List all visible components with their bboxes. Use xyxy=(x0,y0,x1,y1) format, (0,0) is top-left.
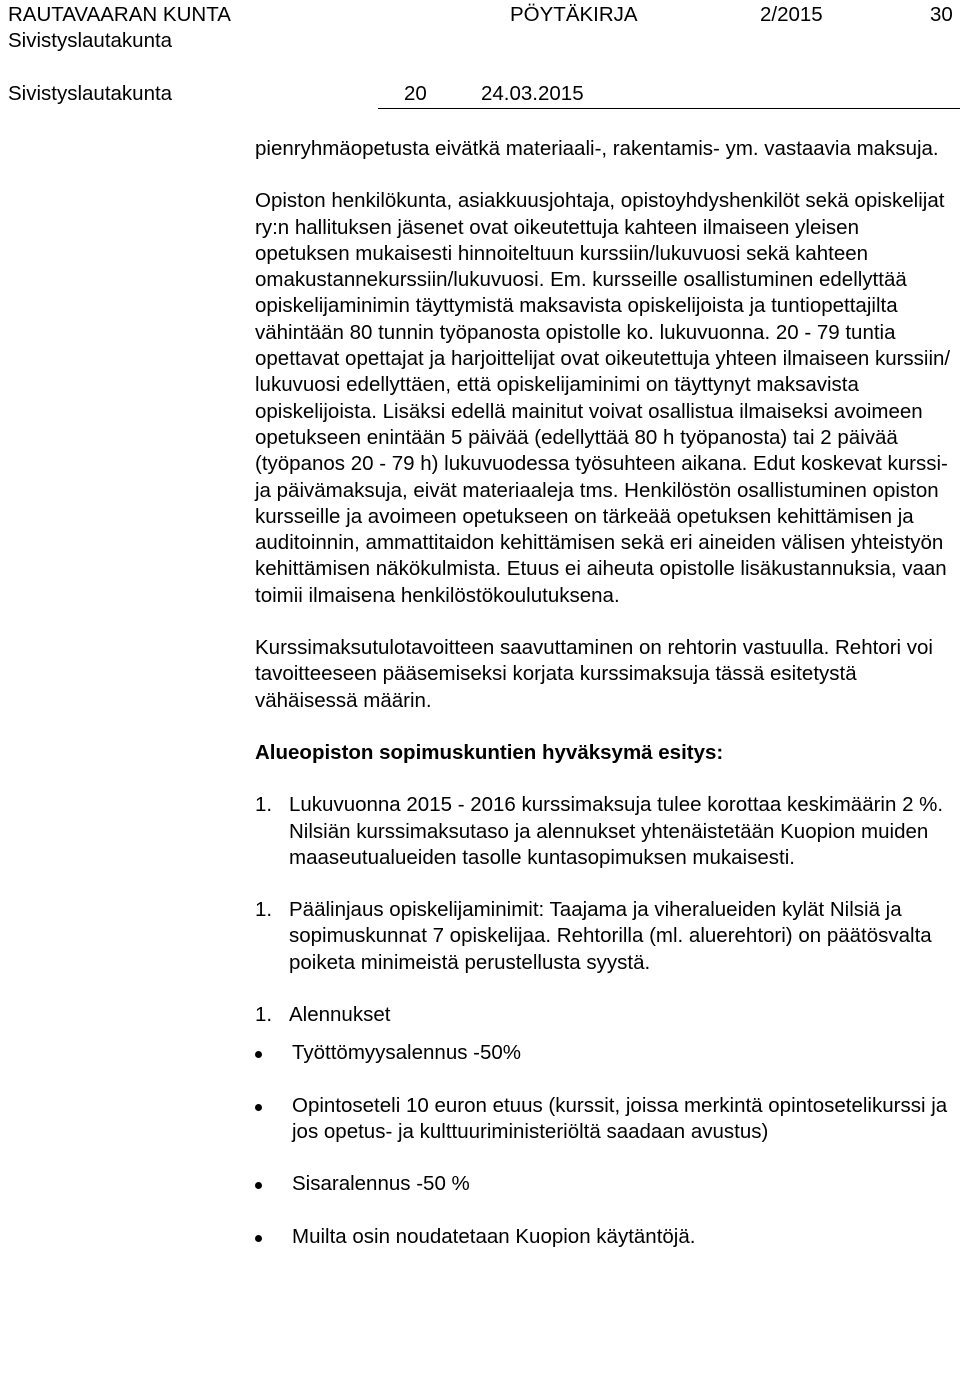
bullet-dot-icon xyxy=(255,1104,262,1111)
document-type: PÖYTÄKIRJA xyxy=(510,3,638,26)
bullet-text: Työttömyysalennus -50% xyxy=(292,1041,522,1065)
page-number: 30 xyxy=(930,3,953,26)
bullet-text: Sisaralennus -50 % xyxy=(292,1172,470,1196)
bullet-text: Muilta osin noudatetaan Kuopion käytäntöjä. xyxy=(292,1224,696,1248)
numbered-item xyxy=(255,792,955,871)
organization-name: RAUTAVAARAN KUNTA xyxy=(8,3,231,26)
bullet-item xyxy=(255,1224,955,1250)
page-header xyxy=(0,0,960,110)
numbered-item xyxy=(255,1002,955,1028)
document-number: 2/2015 xyxy=(760,3,823,26)
header-divider xyxy=(378,108,960,109)
bullet-dot-icon xyxy=(255,1235,262,1242)
bullet-item xyxy=(255,1040,955,1066)
bullet-dot-icon xyxy=(255,1051,262,1058)
paragraph-3: Kurssimaksutulotavoitteen saavuttaminen on rehtorin vastuulla. Rehtori voi tavoitteeseen pääsemiseksi korjata kurssimaksuja tässä esitetystä vähäisessä määrin. xyxy=(255,636,933,712)
item-text: Lukuvuonna 2015 - 2016 kurssimaksuja tulee korottaa keskimäärin 2 %. Nilsiän kurssimaksutaso ja alennukset yhtenäistetään Kuopion muiden maaseutualueiden tasolle kuntasopimuksen mukaisesti. xyxy=(289,793,944,869)
bullet-dot-icon xyxy=(255,1182,262,1189)
paragraph-1: pienryhmäopetusta eivätkä materiaali-, rakentamis- ym. vastaavia maksuja. xyxy=(255,137,939,160)
section-heading: Alueopiston sopimuskuntien hyväksymä esitys: xyxy=(255,740,724,764)
bullet-item xyxy=(255,1171,955,1197)
bullet-text: Opintoseteli 10 euron etuus (kurssit, joissa merkintä opintosetelikurssi ja jos opetus- ja kulttuuriministeriöltä saadaan avustus) xyxy=(292,1093,948,1143)
item-number: 1. xyxy=(255,898,273,922)
item-text: Alennukset xyxy=(289,1003,391,1027)
item-number: 1. xyxy=(255,793,273,817)
numbered-item xyxy=(255,897,955,976)
paragraph-2: Opiston henkilökunta, asiakkuusjohtaja, opistoyhdyshenkilöt sekä opiskelijat ry:n hallituksen jäsenet ovat oikeutettuja kahteen ilmaiseen yleisen opetuksen mukaisesti hinnoiteltuun kurssiin/lukuvuosi sekä kahteen omakustannekurssiin/lukuvuosi. Em. kursseille osallistuminen edellyttää opiskelijaminimin täyttymistä maksavista opiskelijoista ja tuntiopettajilta vähintään 80 tunnin työpanosta opistolle ko. lukuvuonna. 20 - 79 tuntia opettavat opettajat ja harjoittelijat ovat oikeutettuja yhteen ilmaiseen kurssiin/ lukuvuosi edellyttäen, että opiskelijaminimi on täyttynyt maksavista opiskelijoista. Lisäksi edellä mainitut voivat osallistua ilmaiseksi avoimeen opetukseen enintään 5 päivää (edellyttää 80 h työpanosta) tai 2 päivää (työpanos 20 - 79 h) lukuvuodessa työsuhteen aikana. Edut koskevat kurssi- ja päivämaksuja, eivät materiaaleja tms. Henkilöstön osallistuminen opiston kursseille ja avoimeen opetukseen on tärkeää opetuksen kehittämisen ja auditoinnin, ammattitaidon kehittämisen sekä eri aineiden välisen yhteistyön kehittämisen näkökulmista. Etuus ei aiheuta opistolle lisäkustannuksia, vaan toimii ilmaisena henkilöstökoulutuksena. xyxy=(255,189,951,607)
bullet-item xyxy=(255,1093,955,1146)
meeting-date: 24.03.2015 xyxy=(481,82,584,105)
item-text: Päälinjaus opiskelijaminimit: Taajama ja viheralueiden kylät Nilsiä ja sopimuskunnat 7 opiskelijaa. Rehtorilla (ml. aluerehtori) on päätösvalta poiketa minimeistä perustellusta syystä. xyxy=(289,898,932,974)
item-number: 1. xyxy=(255,1003,273,1027)
document-body xyxy=(255,136,955,1250)
board-name: Sivistyslautakunta xyxy=(8,29,173,52)
board-name-repeat: Sivistyslautakunta xyxy=(8,82,173,105)
section-number: 20 xyxy=(404,82,427,105)
